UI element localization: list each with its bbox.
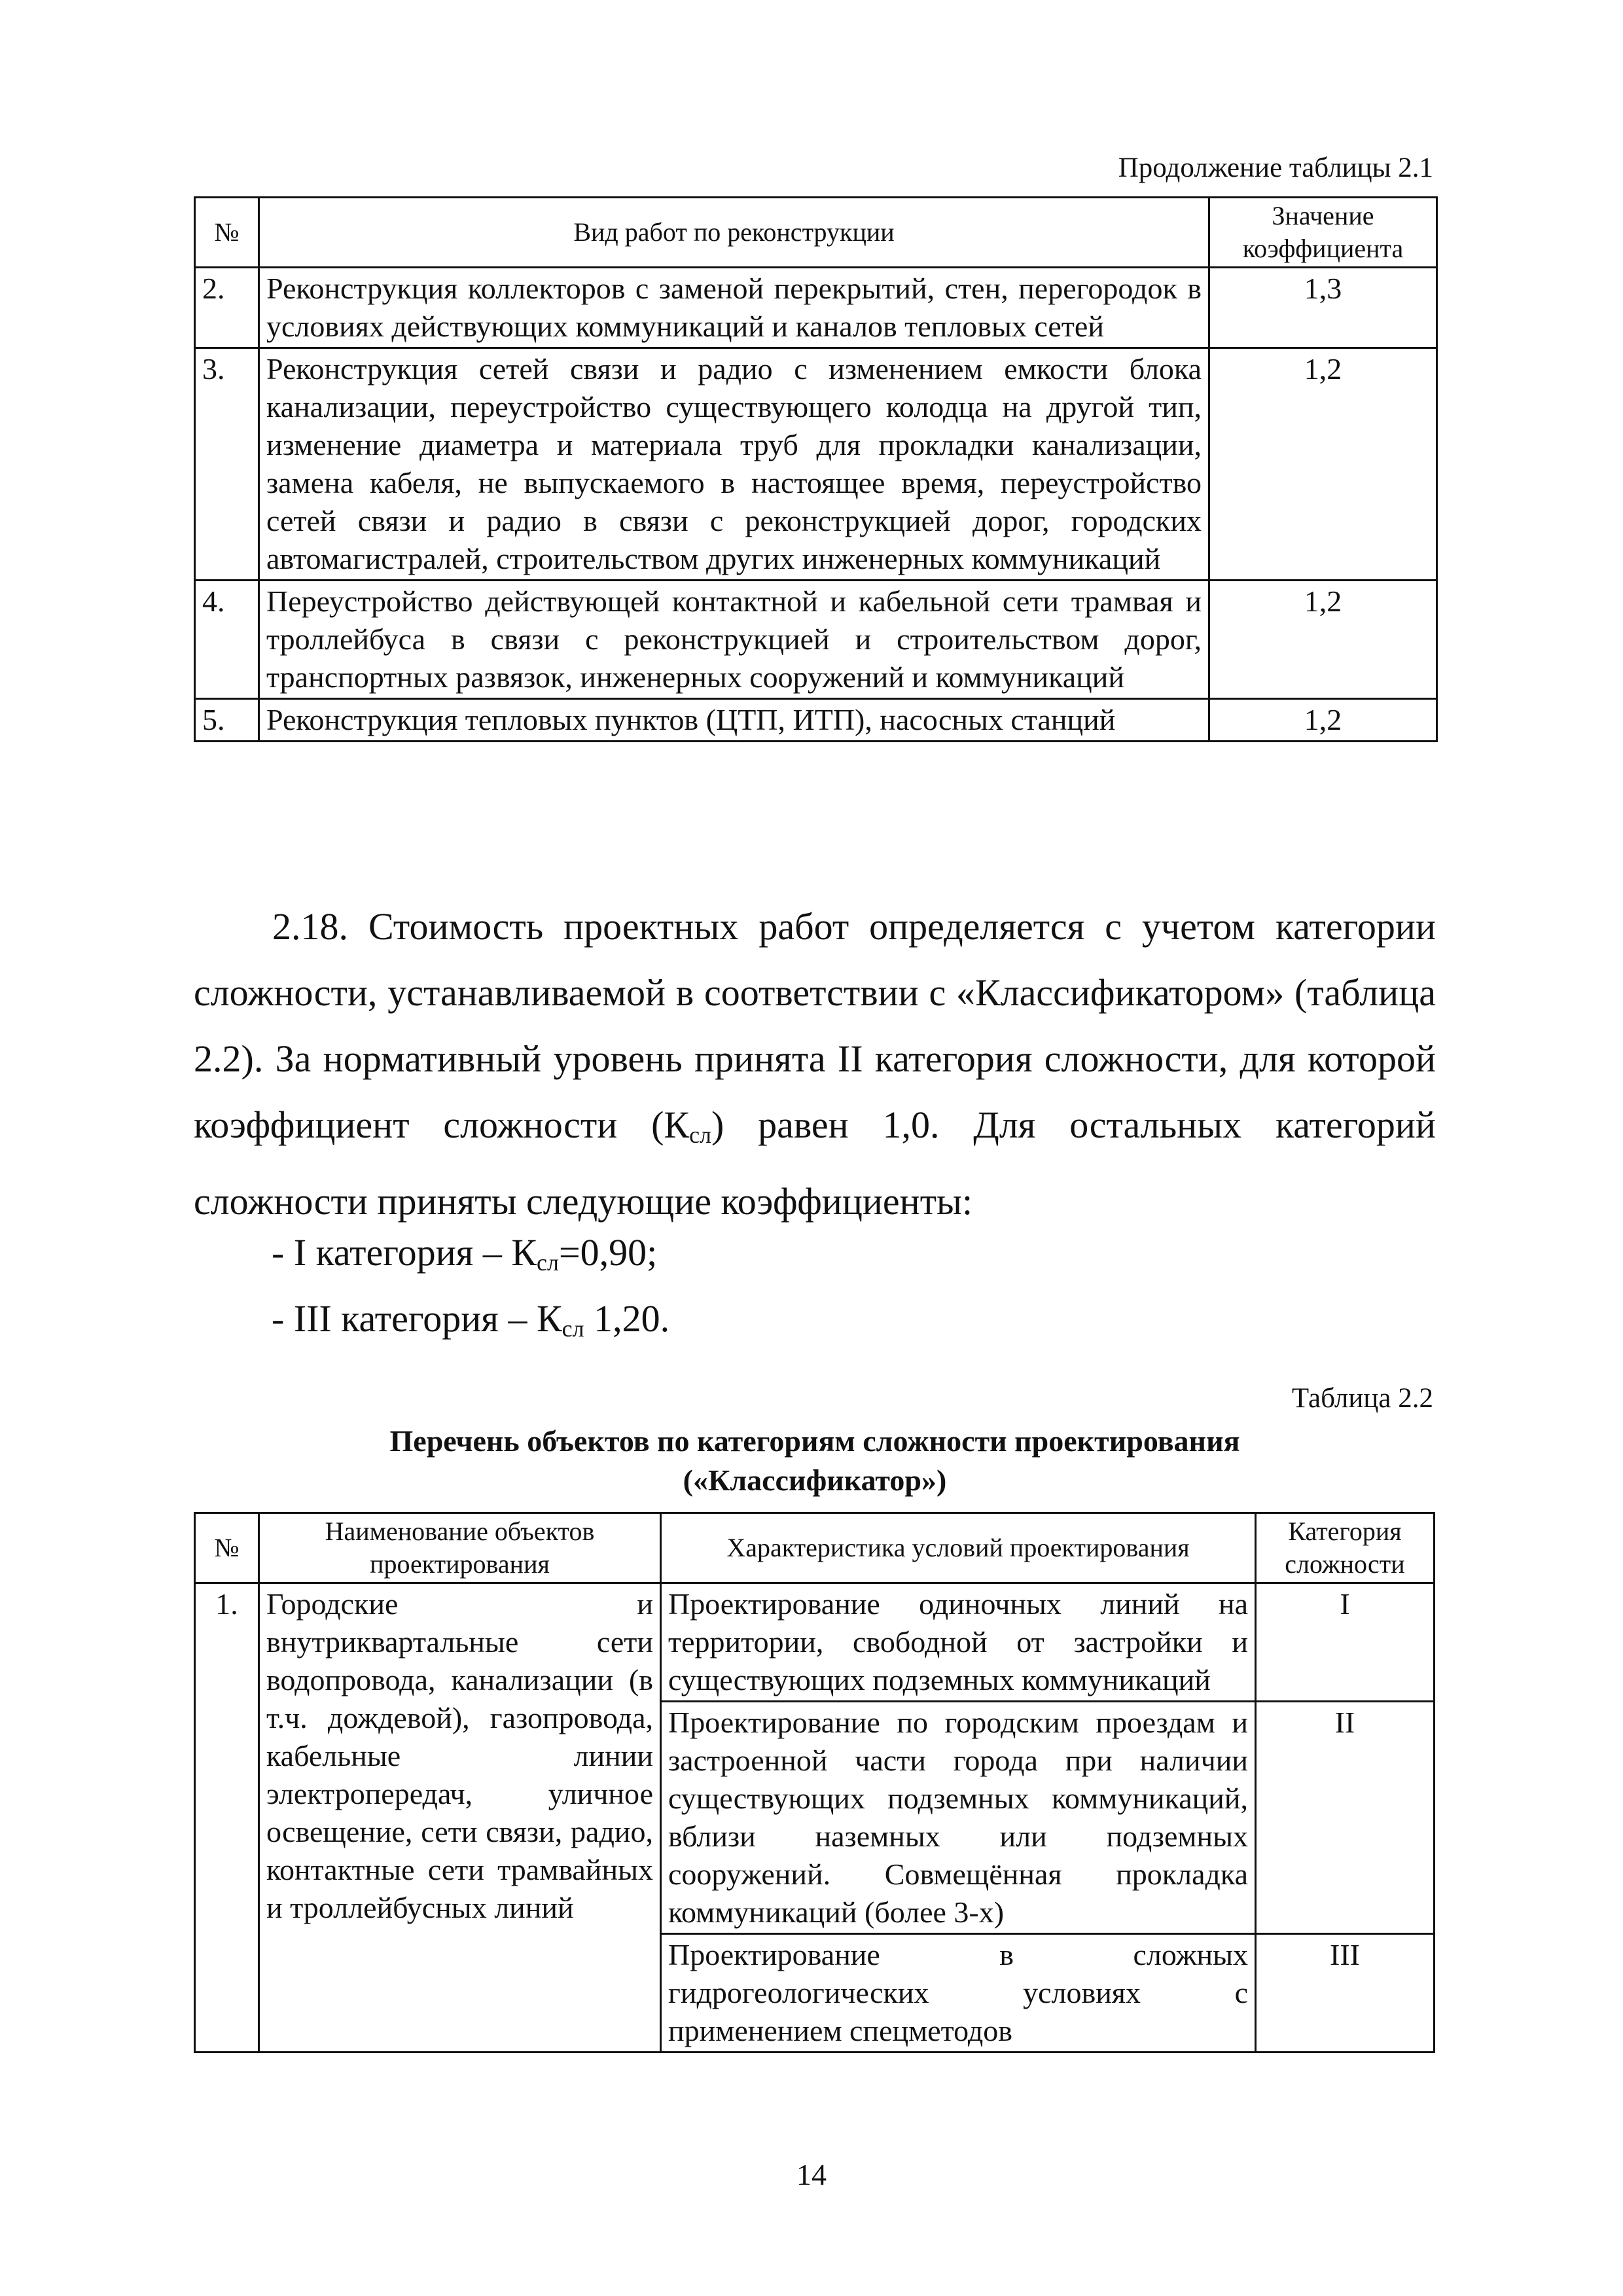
row-num: 1. [195,1583,259,2053]
list-item [272,1219,657,1296]
header-num: № [195,1513,259,1583]
row-work: Реконструкция сетей связи и радио с изменением емкости блока канализации, переустройство существующего колодца на другой тип, изменение диаметра и материала труб для прокладки канализации, замена кабеля, не выпускаемого в настоящее время, переустройство сетей связи и радио в связи с реконструкцией дорог, городских автомагистралей, строительством других инженерных коммуникаций [259,348,1209,581]
page-number: 14 [796,2158,827,2191]
table-title-subline: («Классификатор») [683,1463,947,1497]
subscript-label: сл [562,1316,584,1342]
row-num: 2. [195,268,259,348]
table-2-1 [194,196,1438,742]
row-category: II [1256,1702,1435,1934]
row-object: Городские и внутриквартальные сети водопровода, канализации (в т.ч. дождевой), газопровода, кабельные линии электропередач, уличное освещение, сети связи, радио, контактные сети трамвайных и троллейбусных линий [259,1583,661,2053]
row-work: Реконструкция коллекторов с заменой перекрытий, стен, перегородок в условиях действующих коммуникаций и каналов тепловых сетей [259,268,1209,348]
table-2-2 [194,1512,1435,2053]
row-condition: Проектирование одиночных линий на территории, свободной от застройки и существующих подземных коммуникаций [661,1583,1256,1702]
table-continuation-caption: Продолжение таблицы 2.1 [1118,152,1433,183]
table-row [195,581,1437,699]
subscript-label: сл [537,1249,559,1276]
row-category: I [1256,1583,1435,1702]
table-header-row [195,198,1437,268]
row-work: Переустройство действующей контактной и кабельной сети трамвая и троллейбуса в связи с реконструкцией и строительством дорог, транспортных развязок, инженерных сооружений и коммуникаций [259,581,1209,699]
row-coef: 1,2 [1209,348,1437,581]
list-item [272,1285,669,1362]
table-row [195,268,1437,348]
row-category: III [1256,1934,1435,2053]
table-row [195,699,1437,742]
row-work: Реконструкция тепловых пунктов (ЦТП, ИТП), насосных станций [259,699,1209,742]
row-coef: 1,2 [1209,699,1437,742]
table-title: Перечень объектов по категориям сложности проектирования [389,1424,1240,1458]
row-coef: 1,3 [1209,268,1437,348]
row-num: 3. [195,348,259,581]
table-header-row [195,1513,1435,1583]
header-coefficient: Значение коэффициента [1209,198,1437,268]
row-num: 5. [195,699,259,742]
header-conditions: Характеристика условий проектирования [661,1513,1256,1583]
row-coef: 1,2 [1209,581,1437,699]
header-num: № [195,198,259,268]
paragraph-text: 2.18. Стоимость проектных работ определяется с учетом категории сложности, устанавливаемой в соответствии с «Классификатором» (таблица 2.2). За нормативный уровень принята II категория сложности, для которой коэффициент сложности (К [194,905,1436,1146]
table-row [195,348,1437,581]
item-prefix: - III категория – К [272,1297,562,1340]
header-category: Категория сложности [1256,1513,1435,1583]
item-prefix: - I категория – К [272,1231,537,1274]
item-value: =0,90; [558,1231,658,1274]
table-label: Таблица 2.2 [1291,1383,1433,1414]
row-num: 4. [195,581,259,699]
paragraph-text-end: ) равен 1,0. Для остальных категорий сложности приняты следующие коэффициенты: [194,1103,1436,1223]
row-condition: Проектирование в сложных гидрогеологических условиях с применением спецметодов [661,1934,1256,2053]
table-row [195,1583,1435,1702]
subscript-label: сл [689,1122,712,1148]
header-work-type: Вид работ по реконструкции [259,198,1209,268]
paragraph-2-18 [194,893,1436,1234]
item-value: 1,20. [584,1297,670,1340]
row-condition: Проектирование по городским проездам и застроенной части города при наличии существующих подземных коммуникаций, вблизи наземных или подземных сооружений. Совмещённая прокладка коммуникаций (более 3-х) [661,1702,1256,1934]
header-object-name: Наименование объектов проектирования [259,1513,661,1583]
